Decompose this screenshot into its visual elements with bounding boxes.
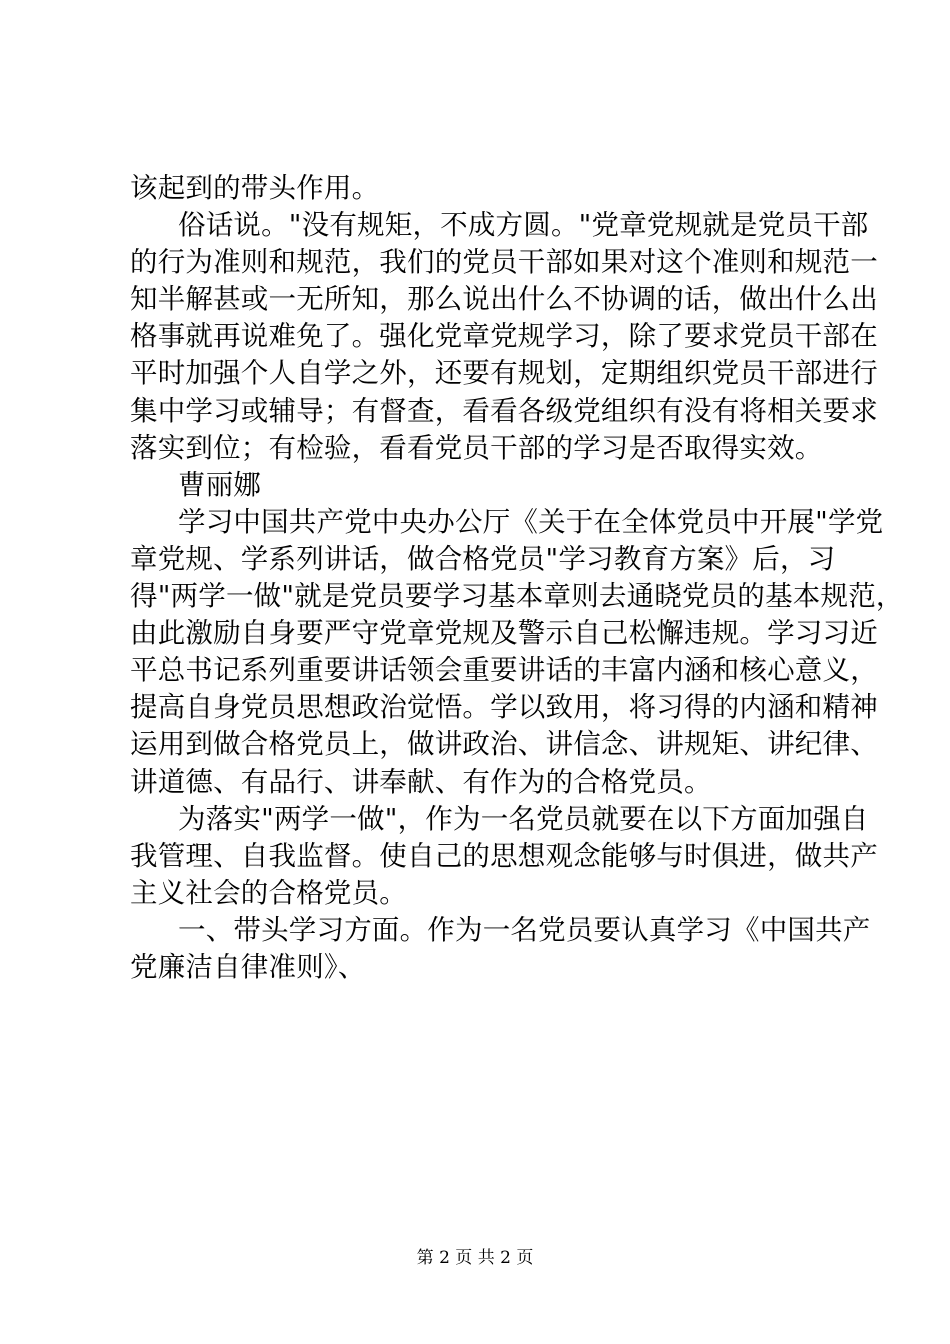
paragraph-line: 集中学习或辅导；有督查，看看各级党组织有没有将相关要求 xyxy=(130,394,878,427)
paragraph-line: 提高自身党员思想政治觉悟。学以致用，将习得的内涵和精神 xyxy=(130,691,878,724)
paragraph-line: 平时加强个人自学之外，还要有规划，定期组织党员干部进行 xyxy=(130,357,878,390)
paragraph-line: 格事就再说难免了。强化党章党规学习，除了要求党员干部在 xyxy=(130,320,878,353)
paragraph-line: 知半解甚或一无所知，那么说出什么不协调的话，做出什么出 xyxy=(130,283,878,316)
paragraph-line: 落实到位；有检验，看看党员干部的学习是否取得实效。 xyxy=(130,431,823,464)
paragraph-line: 由此激励自身要严守党章党规及警示自己松懈违规。学习习近 xyxy=(130,617,878,650)
paragraph-line: 学习中国共产党中央办公厅《关于在全体党员中开展"学党 xyxy=(178,505,884,538)
author-name: 曹丽娜 xyxy=(178,468,262,501)
paragraph-line: 一、带头学习方面。作为一名党员要认真学习《中国共产 xyxy=(178,913,871,946)
paragraph-line: 为落实"两学一做"，作为一名党员就要在以下方面加强自 xyxy=(178,802,869,835)
paragraph-line: 的行为准则和规范，我们的党员干部如果对这个准则和规范一 xyxy=(130,246,878,279)
paragraph-line: 党廉洁自律准则》、 xyxy=(130,950,366,983)
page-number: 第 2 页 共 2 页 xyxy=(416,1248,534,1268)
paragraph-line: 运用到做合格党员上，做讲政治、讲信念、讲规矩、讲纪律、 xyxy=(130,728,878,761)
paragraph-line: 俗话说。"没有规矩，不成方圆。"党章党规就是党员干部 xyxy=(178,209,869,242)
paragraph-line: 得"两学一做"就是党员要学习基本章则去通晓党员的基本规范， xyxy=(130,580,904,613)
document-body xyxy=(130,170,904,986)
paragraph-line: 该起到的带头作用。 xyxy=(130,172,380,204)
paragraph-line: 章党规、学系列讲话，做合格党员"学习教育方案》后，习 xyxy=(130,542,836,575)
paragraph-line: 我管理、自我监督。使自己的思想观念能够与时俱进，做共产 xyxy=(130,839,878,872)
paragraph-line: 平总书记系列重要讲话领会重要讲话的丰富内涵和核心意义， xyxy=(130,654,878,687)
paragraph-line: 主义社会的合格党员。 xyxy=(130,876,407,909)
paragraph-line: 讲道德、有品行、讲奉献、有作为的合格党员。 xyxy=(130,765,712,798)
